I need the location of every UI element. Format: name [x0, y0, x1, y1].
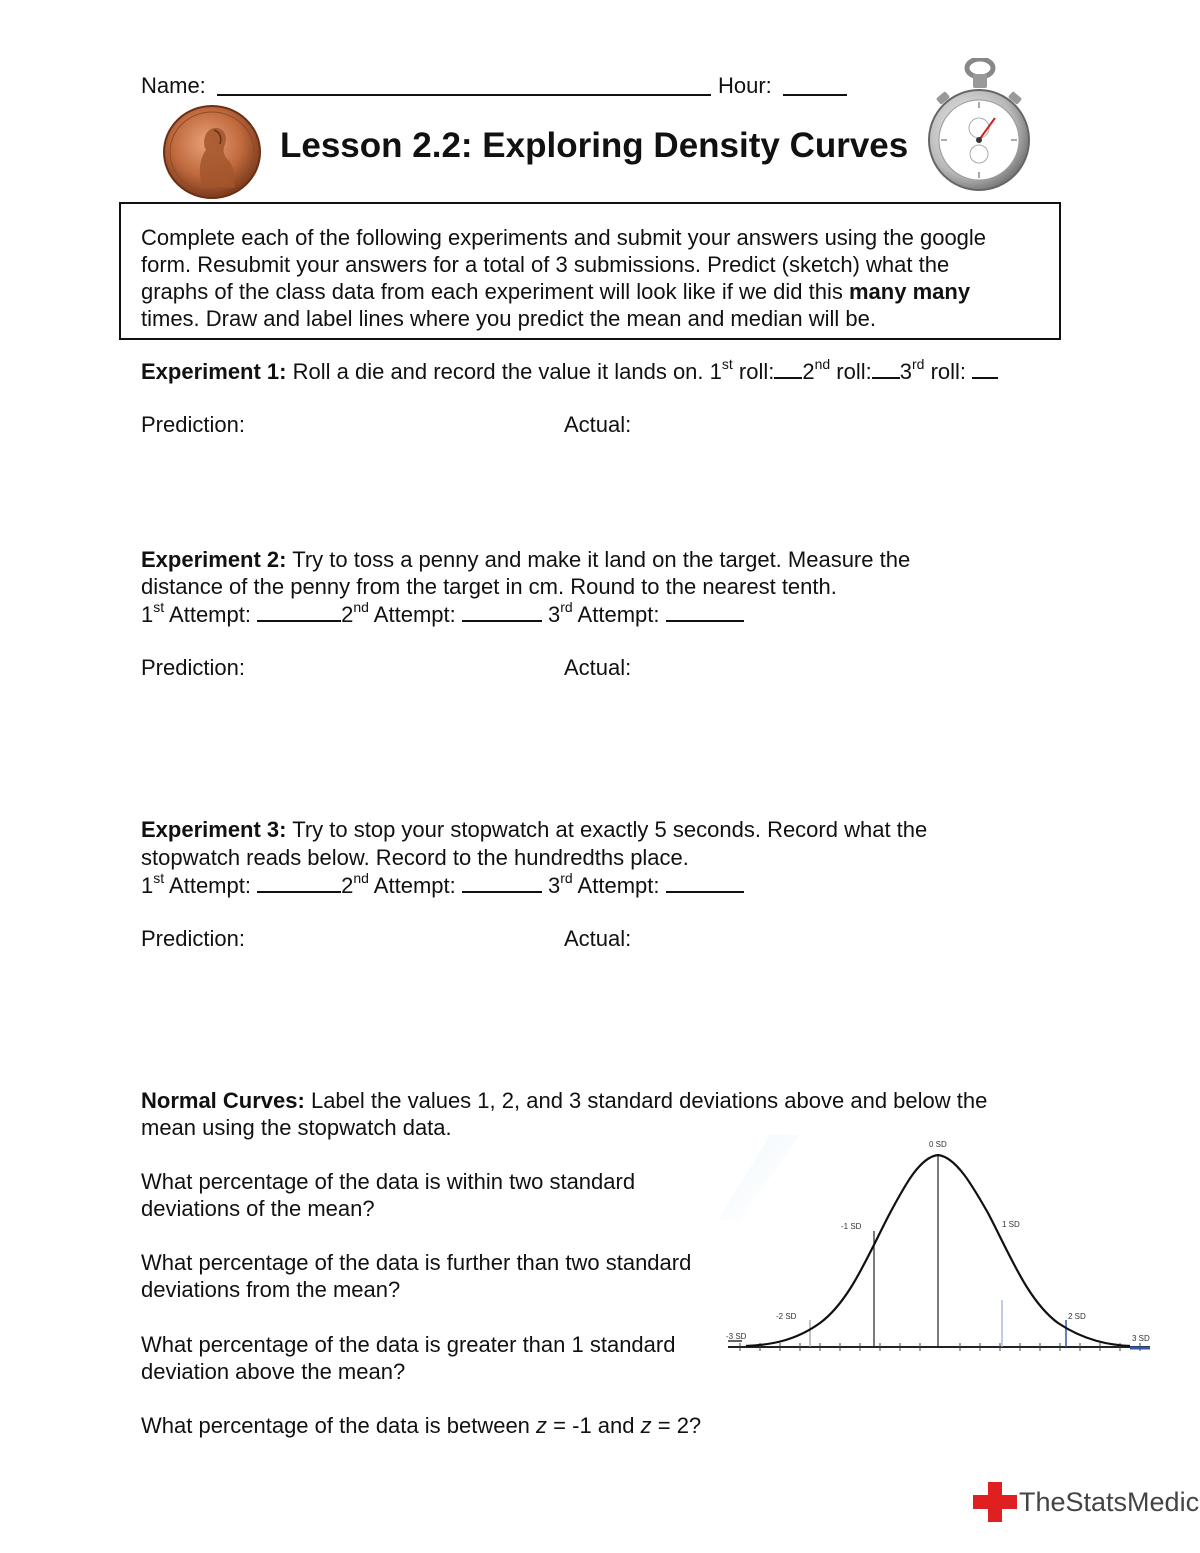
experiment-3-line-1: Experiment 3: Try to stop your stopwatch at exactly 5 seconds. Record what the	[141, 817, 928, 842]
roll-3-field[interactable]	[972, 357, 998, 379]
label-plus-1-sd: 1 SD	[1002, 1220, 1020, 1229]
attempt-2-field[interactable]	[462, 600, 542, 622]
experiment-2-line-2: distance of the penny from the target in cm. Round to the nearest tenth.	[141, 574, 837, 599]
experiment-2-line-1: Experiment 2: Try to toss a penny and make it land on the target. Measure the	[141, 547, 911, 572]
normal-curves-line-1: Normal Curves: Label the values 1, 2, and 3 standard deviations above and below the	[141, 1088, 988, 1113]
intro-line-1: Complete each of the following experiments and submit your answers using the google	[141, 225, 987, 250]
experiment-2-attempts: 1st Attempt: 2nd Attempt: 3rd Attempt:	[141, 600, 744, 628]
experiment-3-line-2: stopwatch reads below. Record to the hundredths place.	[141, 845, 689, 870]
experiment-2-actual-label: Actual:	[564, 655, 632, 680]
label-minus-3-sd: -3 SD	[726, 1332, 747, 1341]
intro-line-4: times. Draw and label lines where you predict the mean and median will be.	[141, 306, 876, 331]
label-minus-1-sd: -1 SD	[841, 1222, 862, 1231]
normal-curve-diagram	[700, 1125, 1170, 1365]
label-minus-2-sd: -2 SD	[776, 1312, 797, 1321]
attempt-1-field[interactable]	[257, 871, 341, 893]
name-label: Name:	[141, 73, 206, 98]
experiment-2-label: Experiment 2:	[141, 547, 287, 572]
experiment-1-actual-label: Actual:	[564, 412, 632, 437]
normal-curves-label: Normal Curves:	[141, 1088, 305, 1113]
experiment-3-attempts: 1st Attempt: 2nd Attempt: 3rd Attempt:	[141, 871, 744, 899]
intro-line-3: graphs of the class data from each experiment will look like if we did this many many	[141, 279, 971, 304]
question-2: What percentage of the data is further than two standard deviations from the mean?	[141, 1250, 692, 1302]
name-field[interactable]	[217, 94, 711, 96]
experiment-3-label: Experiment 3:	[141, 817, 287, 842]
hour-field[interactable]	[783, 94, 847, 96]
attempt-3-field[interactable]	[666, 871, 744, 893]
red-cross-icon	[973, 1482, 1017, 1522]
label-plus-2-sd: 2 SD	[1068, 1312, 1086, 1321]
question-1: What percentage of the data is within two standard deviations of the mean?	[141, 1169, 636, 1221]
glare-streak	[718, 1135, 800, 1220]
experiment-1-prediction-label: Prediction:	[141, 412, 245, 437]
intro-line-2: form. Resubmit your answers for a total of 3 submissions. Predict (sketch) what the	[141, 252, 950, 277]
attempt-2-field[interactable]	[462, 871, 542, 893]
experiment-3-actual-label: Actual:	[564, 926, 632, 951]
question-4: What percentage of the data is between z = -1 and z = 2?	[141, 1413, 702, 1438]
experiment-2-prediction-label: Prediction:	[141, 655, 245, 680]
roll-1-field[interactable]	[774, 357, 802, 379]
experiment-3-prediction-label: Prediction:	[141, 926, 245, 951]
instructions-box	[119, 202, 1061, 340]
label-plus-3-sd: 3 SD	[1132, 1334, 1150, 1343]
question-3: What percentage of the data is greater than 1 standard deviation above the mean?	[141, 1332, 676, 1384]
roll-2-field[interactable]	[872, 357, 900, 379]
normal-curves-line-2: mean using the stopwatch data.	[141, 1115, 452, 1140]
attempt-3-field[interactable]	[666, 600, 744, 622]
hour-label: Hour:	[718, 73, 772, 98]
label-zero-sd: 0 SD	[929, 1140, 947, 1149]
experiment-1-label: Experiment 1	[141, 359, 280, 384]
experiment-1-line: Experiment 1: Roll a die and record the value it lands on. 1st roll: 2nd roll: 3rd roll:	[141, 357, 998, 385]
page-title: Lesson 2.2: Exploring Density Curves	[280, 126, 909, 165]
brand-logo-text: TheStatsMedic	[1019, 1487, 1200, 1517]
penny-image	[162, 104, 262, 200]
emphasis-many-many: many many	[849, 279, 971, 304]
attempt-1-field[interactable]	[257, 600, 341, 622]
stopwatch-image	[927, 58, 1031, 194]
